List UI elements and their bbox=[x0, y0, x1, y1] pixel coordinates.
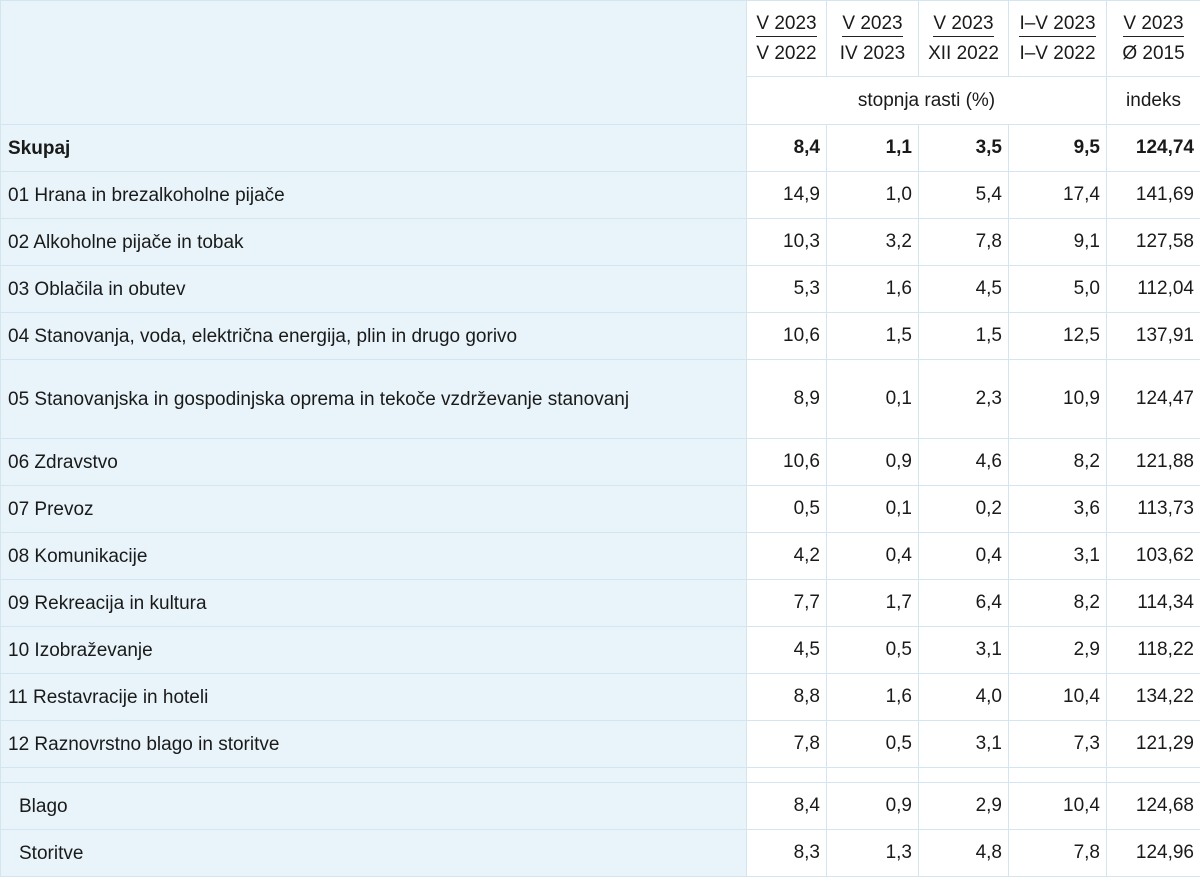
value-cell: 8,8 bbox=[747, 674, 827, 721]
value-cell: 2,9 bbox=[919, 783, 1009, 830]
value-cell: 2,9 bbox=[1009, 627, 1107, 674]
table-row bbox=[1, 721, 1200, 768]
value-cell: 8,4 bbox=[747, 783, 827, 830]
value-cell: 124,47 bbox=[1107, 360, 1200, 439]
period-top: V 2023 bbox=[1123, 12, 1183, 37]
value-cell: 1,6 bbox=[827, 266, 919, 313]
value-cell: 113,73 bbox=[1107, 486, 1200, 533]
value-cell: 118,22 bbox=[1107, 627, 1200, 674]
value-cell: 3,1 bbox=[919, 721, 1009, 768]
row-label: 12 Raznovrstno blago in storitve bbox=[1, 721, 747, 768]
table-row bbox=[1, 486, 1200, 533]
value-cell: 14,9 bbox=[747, 172, 827, 219]
period-top: I–V 2023 bbox=[1019, 12, 1095, 37]
value-cell: 6,4 bbox=[919, 580, 1009, 627]
row-label: 11 Restavracije in hoteli bbox=[1, 674, 747, 721]
period-bottom: V 2022 bbox=[756, 42, 817, 64]
value-cell: 5,3 bbox=[747, 266, 827, 313]
value-cell: 7,7 bbox=[747, 580, 827, 627]
table-row bbox=[1, 533, 1200, 580]
table-row bbox=[1, 360, 1200, 439]
value-cell: 8,4 bbox=[747, 125, 827, 172]
value-cell: 4,5 bbox=[919, 266, 1009, 313]
value-cell: 0,4 bbox=[919, 533, 1009, 580]
period-top: V 2023 bbox=[933, 12, 993, 37]
value-cell: 0,2 bbox=[919, 486, 1009, 533]
period-bottom: I–V 2022 bbox=[1019, 42, 1096, 64]
value-cell: 12,5 bbox=[1009, 313, 1107, 360]
value-cell: 4,5 bbox=[747, 627, 827, 674]
period-bottom: Ø 2015 bbox=[1122, 42, 1185, 64]
value-cell: 2,3 bbox=[919, 360, 1009, 439]
value-cell: 7,8 bbox=[747, 721, 827, 768]
value-cell: 3,6 bbox=[1009, 486, 1107, 533]
value-cell: 10,6 bbox=[747, 313, 827, 360]
value-cell: 0,5 bbox=[827, 627, 919, 674]
value-cell: 103,62 bbox=[1107, 533, 1200, 580]
value-cell: 10,9 bbox=[1009, 360, 1107, 439]
value-cell: 121,29 bbox=[1107, 721, 1200, 768]
value-cell: 1,1 bbox=[827, 125, 919, 172]
table-row bbox=[1, 783, 1200, 830]
value-cell: 0,1 bbox=[827, 360, 919, 439]
value-cell: 0,5 bbox=[827, 721, 919, 768]
period-header-4 bbox=[1009, 1, 1107, 77]
spacer-row bbox=[1, 768, 1200, 783]
value-cell: 7,8 bbox=[919, 219, 1009, 266]
table-row bbox=[1, 580, 1200, 627]
header-row-periods bbox=[1, 1, 1200, 77]
value-cell: 8,3 bbox=[747, 830, 827, 877]
table-row bbox=[1, 627, 1200, 674]
table-row bbox=[1, 674, 1200, 721]
row-label: 09 Rekreacija in kultura bbox=[1, 580, 747, 627]
row-label: 01 Hrana in brezalkoholne pijače bbox=[1, 172, 747, 219]
index-header: indeks bbox=[1107, 77, 1200, 125]
value-cell: 124,96 bbox=[1107, 830, 1200, 877]
row-label: Skupaj bbox=[1, 125, 747, 172]
value-cell: 8,2 bbox=[1009, 580, 1107, 627]
value-cell: 3,5 bbox=[919, 125, 1009, 172]
row-label: 08 Komunikacije bbox=[1, 533, 747, 580]
row-label: 07 Prevoz bbox=[1, 486, 747, 533]
value-cell: 5,0 bbox=[1009, 266, 1107, 313]
period-header-2 bbox=[827, 1, 919, 77]
value-cell: 0,9 bbox=[827, 439, 919, 486]
row-label: Blago bbox=[1, 783, 747, 830]
row-label: 10 Izobraževanje bbox=[1, 627, 747, 674]
value-cell: 0,9 bbox=[827, 783, 919, 830]
period-top: V 2023 bbox=[756, 12, 816, 37]
value-cell: 10,3 bbox=[747, 219, 827, 266]
value-cell: 10,4 bbox=[1009, 674, 1107, 721]
value-cell: 134,22 bbox=[1107, 674, 1200, 721]
value-cell: 5,4 bbox=[919, 172, 1009, 219]
value-cell: 4,0 bbox=[919, 674, 1009, 721]
period-top: V 2023 bbox=[842, 12, 902, 37]
value-cell: 124,74 bbox=[1107, 125, 1200, 172]
value-cell: 124,68 bbox=[1107, 783, 1200, 830]
table-row bbox=[1, 313, 1200, 360]
period-bottom: XII 2022 bbox=[928, 42, 999, 64]
total-row bbox=[1, 125, 1200, 172]
value-cell: 8,9 bbox=[747, 360, 827, 439]
value-cell: 137,91 bbox=[1107, 313, 1200, 360]
value-cell: 1,6 bbox=[827, 674, 919, 721]
value-cell: 7,3 bbox=[1009, 721, 1107, 768]
value-cell: 1,0 bbox=[827, 172, 919, 219]
value-cell: 121,88 bbox=[1107, 439, 1200, 486]
value-cell: 0,4 bbox=[827, 533, 919, 580]
value-cell: 1,3 bbox=[827, 830, 919, 877]
value-cell: 0,5 bbox=[747, 486, 827, 533]
value-cell: 4,8 bbox=[919, 830, 1009, 877]
value-cell: 1,5 bbox=[827, 313, 919, 360]
value-cell: 8,2 bbox=[1009, 439, 1107, 486]
row-label: Storitve bbox=[1, 830, 747, 877]
value-cell: 7,8 bbox=[1009, 830, 1107, 877]
row-label: 06 Zdravstvo bbox=[1, 439, 747, 486]
value-cell: 4,6 bbox=[919, 439, 1009, 486]
value-cell: 114,34 bbox=[1107, 580, 1200, 627]
value-cell: 1,7 bbox=[827, 580, 919, 627]
header-empty-cell bbox=[1, 1, 747, 125]
value-cell: 1,5 bbox=[919, 313, 1009, 360]
table-row bbox=[1, 439, 1200, 486]
row-label: 04 Stanovanja, voda, električna energija, plin in drugo gorivo bbox=[1, 313, 747, 360]
period-header-1 bbox=[747, 1, 827, 77]
value-cell: 112,04 bbox=[1107, 266, 1200, 313]
period-header-3 bbox=[919, 1, 1009, 77]
growth-rate-header: stopnja rasti (%) bbox=[747, 77, 1107, 125]
value-cell: 17,4 bbox=[1009, 172, 1107, 219]
value-cell: 4,2 bbox=[747, 533, 827, 580]
table-row bbox=[1, 266, 1200, 313]
value-cell: 3,2 bbox=[827, 219, 919, 266]
value-cell: 3,1 bbox=[919, 627, 1009, 674]
value-cell: 9,1 bbox=[1009, 219, 1107, 266]
table-row bbox=[1, 172, 1200, 219]
table-row bbox=[1, 219, 1200, 266]
value-cell: 10,6 bbox=[747, 439, 827, 486]
value-cell: 10,4 bbox=[1009, 783, 1107, 830]
table-row bbox=[1, 830, 1200, 877]
value-cell: 141,69 bbox=[1107, 172, 1200, 219]
row-label: 05 Stanovanjska in gospodinjska oprema in tekoče vzdrževanje stanovanj bbox=[1, 360, 747, 439]
value-cell: 127,58 bbox=[1107, 219, 1200, 266]
period-header-5 bbox=[1107, 1, 1200, 77]
value-cell: 3,1 bbox=[1009, 533, 1107, 580]
row-label: 03 Oblačila in obutev bbox=[1, 266, 747, 313]
value-cell: 0,1 bbox=[827, 486, 919, 533]
value-cell: 9,5 bbox=[1009, 125, 1107, 172]
table-body bbox=[1, 125, 1200, 877]
row-label: 02 Alkoholne pijače in tobak bbox=[1, 219, 747, 266]
period-bottom: IV 2023 bbox=[839, 42, 906, 64]
